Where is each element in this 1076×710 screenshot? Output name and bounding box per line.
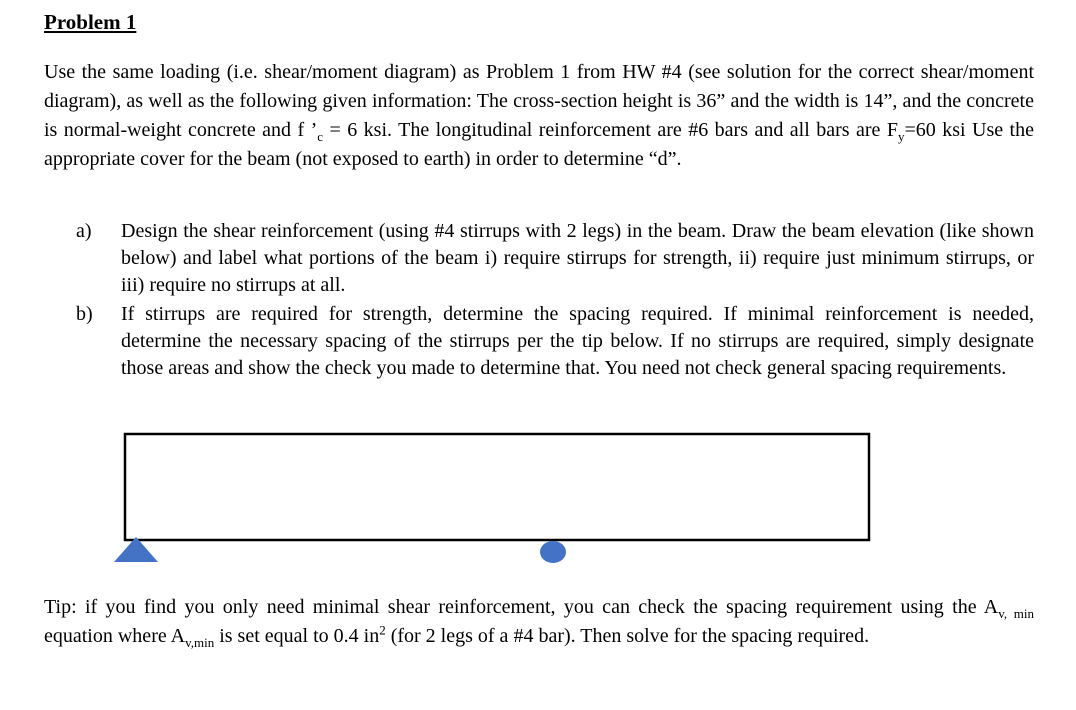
fy-subscript: y [897, 129, 905, 144]
roller-support-icon [540, 541, 566, 563]
tip-text-1: Tip: if you find you only need minimal shear reinforcement, you can check the spacing requirement using the A [44, 596, 999, 618]
task-text-b: If stirrups are required for strength, determine the spacing required. If minimal reinforcement is needed, determine the necessary spacing of the stirrups per the tip below. If no stirrups are required, simply designate those areas and show the check you made to determine that. You need not check general spacing requirements. [121, 303, 1034, 379]
fc-subscript: c [317, 129, 324, 144]
tip-text-3: is set equal to 0.4 in [214, 625, 380, 647]
tip-text-2: equation where A [44, 625, 186, 647]
task-item-a [76, 218, 1034, 299]
intro-text-2: = 6 ksi. The longitudinal reinforcement are #6 bars and all bars are F [323, 119, 898, 141]
av-min-subscript-1: v, min [998, 606, 1034, 621]
problem-title: Problem 1 [44, 10, 137, 34]
intro-text-1: Use the same loading (i.e. shear/moment diagram) as Problem 1 from HW #4 (see solution for the correct shear/moment diagram), as well as the following given information: The cross-section height is 36” and the width is 14”, and the concrete is normal-weight concrete and f ’ [44, 61, 1034, 141]
task-marker-a: a) [76, 220, 92, 242]
task-list [76, 218, 1034, 384]
problem-intro [44, 58, 1034, 174]
tip-text-4: (for 2 legs of a #4 bar). Then solve for the spacing required. [385, 625, 870, 647]
av-min-subscript-2: v,min [185, 635, 215, 650]
beam-outline [125, 434, 869, 540]
area-superscript: 2 [379, 622, 386, 638]
beam-diagram-svg [110, 428, 890, 578]
task-item-b [76, 301, 1034, 382]
intro-text-3: =60 ksi Use the appropriate cover for the beam (not exposed to earth) in order to determine “d”. [44, 119, 1034, 170]
task-marker-b: b) [76, 303, 93, 325]
beam-elevation-diagram [110, 428, 890, 578]
task-text-a: Design the shear reinforcement (using #4 stirrups with 2 legs) in the beam. Draw the beam elevation (like shown below) and label what portions of the beam i) require stirrups for strength, ii) require just minimum stirrups, or iii) require no stirrups at all. [121, 220, 1034, 296]
tip-paragraph [44, 593, 1034, 651]
